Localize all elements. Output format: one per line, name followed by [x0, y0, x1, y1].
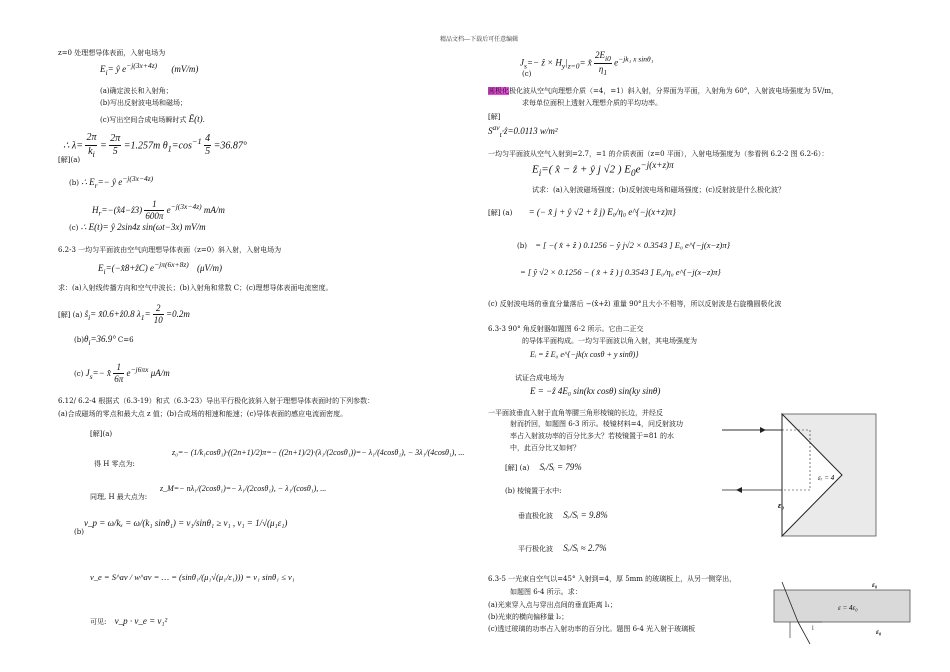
h-max-label: 同理, H 最大点为:	[90, 493, 148, 501]
solution-6-2-4-b: (b)	[74, 528, 84, 536]
conclusion: 可见: v_p · v_e = v₁²	[90, 616, 168, 626]
solution-6-2-3-b: $(b)\theta_i=36.9^\circ$ C=6	[74, 334, 134, 347]
light-ray-out	[798, 622, 810, 644]
solution-b: (b) ∴ $E_r=-$ ŷ $e^{-j(3x-4z)}$	[69, 174, 154, 190]
solution-prism-parallel: 平行极化波 Sᵣ/Sᵢ ≈ 2.7%	[518, 543, 607, 553]
problem-6-3-5-b: (b)光束的横向偏移量 l₂；	[488, 613, 569, 621]
solution-prism-a: [解] (a) Sᵣ/Sᵢ = 79%	[505, 462, 582, 472]
problem-6-3-5: 6.3-5 一光束自空气以=45° 入射到=4，厚 5mm 的玻璃板上，从另一侧穿出，	[488, 575, 737, 583]
problem-6-3-5-c: (c)透过玻璃的功率占入射功率的百分比。题图 6-4 光入射于玻璃板	[488, 625, 696, 633]
solution-c: (c) ∴ E(t)= ŷ 2sin4z sin(ωt−3x) mV/m	[69, 222, 206, 232]
equation-h-zero: z₀=− (1/k₁cosθ₁)·((2n+1)/2)π=− ((2n+1)/2)·(λ₁/(2cosθ₁))=− λ₁/(4cosθ₁), − 3λ₁/(4cosθ₁), ...	[172, 448, 465, 457]
prism-figure	[720, 410, 880, 540]
problem-6-3-3-2: 的导体平面构成。一均匀平面波以角入射，其电场强度为	[522, 337, 697, 345]
problem-6-2-4-questions: (a)合成磁场的零点和最大点 z 值；(b)合成场的相速和能速；(c)导体表面的感应电流面密度。	[58, 410, 348, 418]
prism-eps-label: εᵣ = 4	[818, 474, 835, 482]
problem-6-2-3-questions: 求：(a)入射线传播方向和空气中波长；(b)入射角和常数 C；(c)理想导体表面电流密度。	[58, 284, 333, 292]
problem-6-2-3: 6.2-3 一均匀平面波由空气向理想导体表面（z=0）斜入射，入射电场为	[58, 246, 282, 254]
arrow-icon	[760, 427, 766, 433]
question-b: (b)写出反射波电场和磁场；	[100, 99, 187, 107]
solution-uniform-b: (b) = [ −( x̂ + ẑ ) 0.1256 − ŷ j√2 × 0.3543 ] E₀ e^{−j(x−z)π}	[517, 240, 731, 250]
solution-label: [解]	[488, 113, 501, 121]
problem-prism-4: 中，此百分比又如何？	[510, 444, 580, 452]
equation-surface-current: $J_s=-$ ẑ × $H_y|_{z=0}=$ x̂ $\frac{2E_{i0}}{\eta_1}$ $e^{-jk_1 x sin\theta_1}$	[520, 50, 654, 77]
part-c-label: (c)	[522, 70, 532, 78]
solution-prism-perp: 垂直极化波 Sᵣ/Sᵢ = 9.8%	[518, 510, 608, 520]
equation-reflected-b: = [ ŷ √2 × 0.1256 − ( x̂ + ẑ ) j 0.3543 ] E₀/η₀ e^{−j(x−z)π}	[520, 267, 721, 277]
glass-e0-top-label: ε₀	[872, 581, 878, 589]
arrow-icon	[736, 487, 742, 493]
problem-6-3-5-2: 如题图 6-4 所示。求：	[510, 588, 582, 596]
equation-reflected-h: $H_r=-(x̂4-ẑ3)$ $\frac{1}{600\pi}$ $e^{-j(3x-4z)}$ mA/m	[92, 199, 225, 222]
problem-6-2-4: 6.12/ 6.2-4 根据式（6.3-19）和式（6.3-23）导出平行极化波斜入射于理想导体表面时的下列参数：	[58, 397, 375, 405]
equation-6-3-3-total: E = −ẑ 4E₀ sin(kx cosθ) sin(ky sinθ)	[530, 386, 661, 396]
equation-energy-velocity: v_e = S^av / w^av = … = (sinθ₁/(μ₁√(μ₁/ε₁))) = v₁ sinθ₁ ≤ v₁	[90, 572, 295, 582]
equation-wavelength: ∴ λ= $\frac{2\pi}{k_i}$ = $\frac{2\pi}{5}$ =1.257m $\theta_1=\cos^{-1}$ $\frac{4}{5}$ =36.87°	[63, 132, 247, 159]
solution-uniform-c: (c) 反射波电场的垂直分量落后 −(x̂+ẑ) 重量 90°且大小不相等，所以反射波是右旋椭圆极化波	[488, 300, 782, 308]
equation-6-2-3: $E_i=(-x̂8+ẑC)$ $e^{-j\pi(6x+8z)}$ (μV/m)	[98, 260, 223, 276]
solution-label: [解](a)	[58, 156, 81, 164]
equation-incident-field: $E_i=$ ŷ $e^{-j(3x+4z)}$ (mV/m)	[100, 61, 199, 77]
problem-circular-polarization-2: 求每单位面积上透射入理想介质的平均功率。	[522, 99, 662, 107]
problem-6-3-5-a: (a)光束穿入点与穿出点间的垂直距离 l₁；	[488, 601, 617, 609]
highlight: 圆极化	[488, 87, 509, 95]
equation-6-3-3-incident: Eᵢ = ẑ E₀ e^{−jk(x cosθ + y sinθ)}	[530, 350, 639, 359]
glass-eps-label: ε = 4ε₀	[838, 604, 858, 612]
equation-h-max: z_M=− nλ₁/(2cosθ₁)=− λ₁/(2cosθ₁), − λ₁/(cosθ₁), ...	[160, 484, 327, 493]
equation-incident-e: $E_i=$( x̂ − ẑ + ŷ j √2 ) $E_0e^{-j(x+z)\pi}$	[532, 160, 674, 178]
problem-prism-2: 射而折回，如题图 6-3 所示。棱镜材料=4，问反射波功	[510, 420, 684, 428]
text-line: z=0 处理想导体表面，入射电场为	[58, 49, 166, 57]
question-a: (a)确定波长和入射角；	[100, 87, 173, 95]
glass-e0-bot-label: ε₀	[876, 628, 882, 636]
problem-prism-3: 率占入射波功率的百分比多大？若棱镜置于=81 的水	[510, 432, 674, 440]
problem-uniform-wave: 一均匀平面波从空气入射到=2.7，=1 的介质表面（z=0 平面），入射电场强度为（参看例 6.2-2 图 6.2-6）：	[488, 150, 829, 158]
solution-6-2-3-a: [解] (a) $ŝ_i=$ x̂0.6+ẑ0.8 $\lambda_1=$ $\frac{2}{10}$ =0.2m	[58, 303, 190, 326]
h-zero-label: 得 H 零点为:	[94, 460, 135, 468]
solution-prism-b: (b) 棱镜置于水中:	[505, 487, 562, 495]
glass-plate-figure	[772, 578, 912, 648]
question-c: (c)写出空间合成电场瞬时式 Ē(t).	[100, 114, 205, 124]
problem-6-3-3: 6.3-3 90° 角反射器如题图 6-2 所示。它由二正交	[488, 325, 644, 333]
solution-uniform-a: [解] (a) = (− x̂ j + ŷ √2 + ẑ j) E₀/η₀ e^{−j(x+z)π}	[488, 207, 676, 217]
solution-6-2-3-c: (c) $J_s=-$ x̂ $\frac{1}{6\pi}$ $e^{-j6\pi x}$ μA/m	[74, 362, 170, 385]
problem-6-3-3-3: 试证合成电场为	[515, 374, 564, 382]
problem-prism: 一平面波垂直入射于直角等腰三角形棱镜的长边，并经反	[488, 409, 663, 417]
prism-e0-label: ε₀	[778, 501, 785, 510]
solution-6-2-4-a: [解](a)	[90, 430, 113, 438]
page-header: 精品文档---下载后可任意编辑	[440, 36, 519, 43]
problem-uniform-wave-questions: 试求：(a)入射波磁场强度；(b)反射波电场和磁场强度；(c)反射波是什么极化波？	[532, 186, 785, 194]
equation-poynting: $S^{av}_t\cdot ẑ=0.0113$ w/m²	[488, 123, 558, 139]
equation-phase-velocity: v_p = ω/kₓ = ω/(k₁ sinθ₁) = v₁/sinθ₁ ≥ v₁ , v₁ = 1/√(μ₁ε₁)	[84, 518, 288, 528]
svg-text:l: l	[812, 626, 814, 632]
problem-circular-polarization: 圆极化极化波从空气向理想介质（=4，=1）斜入射，分界面为平面，入射角为 60°，入射波电场强度为 5V/m，	[488, 87, 838, 95]
